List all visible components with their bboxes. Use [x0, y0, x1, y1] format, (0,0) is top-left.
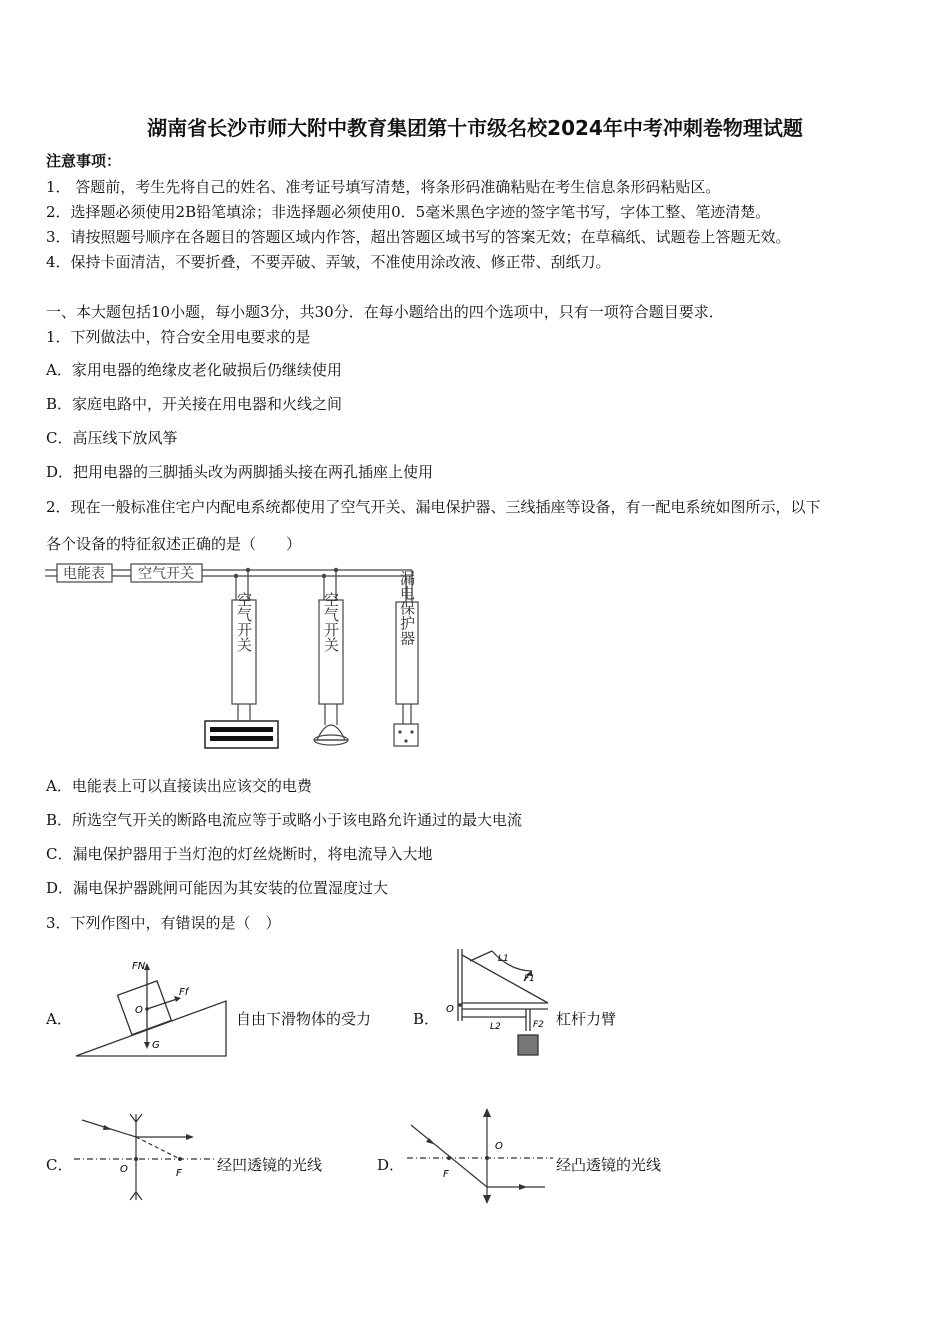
notice-heading: 注意事项： — [46, 152, 122, 170]
bulb-icon — [317, 725, 345, 740]
label-fn: FN — [132, 961, 146, 972]
q3-option-a-caption: 自由下滑物体的受力 — [236, 1010, 372, 1028]
label-l1: L1 — [498, 954, 509, 964]
label-f1: F1 — [524, 974, 535, 984]
branch1-label: 空气开关 — [235, 592, 253, 652]
q3-stem: 3．下列作图中，有错误的是（ ） — [46, 914, 281, 932]
q1-stem: 1．下列做法中，符合安全用电要求的是 — [46, 328, 311, 346]
q3-option-d-caption: 经凸透镜的光线 — [556, 1156, 662, 1174]
label-o: O — [135, 1005, 143, 1016]
q3-option-d-letter: D． — [377, 1156, 405, 1174]
notice-item: 3．请按照题号顺序在各题目的答题区域内作答，超出答题区域书写的答案无效；在草稿纸、试题卷上答题无效。 — [46, 228, 791, 246]
branch2-label: 空气开关 — [322, 592, 340, 652]
section-heading: 一、本大题包括10小题，每小题3分，共30分．在每小题给出的四个选项中，只有一项符合题目要求． — [46, 303, 724, 321]
q2-stem-line1: 2．现在一般标准住宅户内配电系统都使用了空气开关、漏电保护器、三线插座等设备，有一配电系统如图所示，以下 — [46, 498, 821, 516]
heater-icon — [205, 721, 278, 748]
label-ff: Ff — [179, 987, 189, 998]
q3-option-b-caption: 杠杆力臂 — [556, 1010, 617, 1028]
q3-option-c-letter: C． — [46, 1156, 73, 1174]
q2-option-d: D．漏电保护器跳闸可能因为其安装的位置湿度过大 — [46, 879, 389, 897]
notice-item: 4．保持卡面清洁，不要折叠，不要弄破、弄皱，不准使用涂改液、修正带、刮纸刀。 — [46, 253, 611, 271]
q1-option-a: A．家用电器的绝缘皮老化破损后仍继续使用 — [46, 361, 342, 379]
distribution-circuit-diagram — [40, 560, 440, 755]
q1-option-d: D．把用电器的三脚插头改为两脚插头接在两孔插座上使用 — [46, 463, 434, 481]
branch3-label: 漏电保护器 — [398, 570, 416, 646]
convex-lens-diagram — [405, 1105, 555, 1207]
q2-option-b: B．所选空气开关的断路电流应等于或略小于该电路允许通过的最大电流 — [46, 811, 523, 829]
q2-option-c: C．漏电保护器用于当灯泡的灯丝烧断时，将电流导入大地 — [46, 845, 433, 863]
label-f2: F2 — [533, 1020, 544, 1030]
label-o: O — [446, 1004, 454, 1015]
incline-force-diagram — [72, 955, 232, 1060]
socket-icon — [394, 724, 418, 746]
lever-arm-diagram — [440, 945, 555, 1063]
q1-option-c: C．高压线下放风筝 — [46, 429, 178, 447]
notice-item: 2．选择题必须使用2B铅笔填涂；非选择题必须使用0．5毫米黑色字迹的签字笔书写，字体工整、笔迹清楚。 — [46, 203, 771, 221]
label-f: F — [176, 1168, 182, 1179]
q2-stem-line2: 各个设备的特征叙述正确的是（ ） — [46, 535, 302, 553]
meter-label: 电能表 — [63, 566, 105, 582]
label-g: G — [152, 1040, 160, 1051]
q1-option-b: B．家庭电路中，开关接在用电器和火线之间 — [46, 395, 343, 413]
page-title: 湖南省长沙市师大附中教育集团第十市级名校2024年中考冲刺卷物理试题 — [147, 116, 803, 140]
q3-option-a-letter: A． — [46, 1010, 72, 1028]
label-o: O — [495, 1141, 503, 1152]
notice-item: 1． 答题前，考生先将自己的姓名、准考证号填写清楚，将条形码准确粘贴在考生信息条形码粘贴区。 — [46, 178, 721, 196]
main-switch-label: 空气开关 — [138, 566, 194, 582]
q3-option-c-caption: 经凹透镜的光线 — [217, 1156, 323, 1174]
label-l2: L2 — [490, 1022, 501, 1032]
concave-lens-diagram — [72, 1108, 217, 1206]
label-f: F — [443, 1169, 449, 1180]
q3-option-b-letter: B． — [413, 1010, 440, 1028]
label-o: O — [120, 1164, 128, 1175]
q2-option-a: A．电能表上可以直接读出应该交的电费 — [46, 777, 312, 795]
